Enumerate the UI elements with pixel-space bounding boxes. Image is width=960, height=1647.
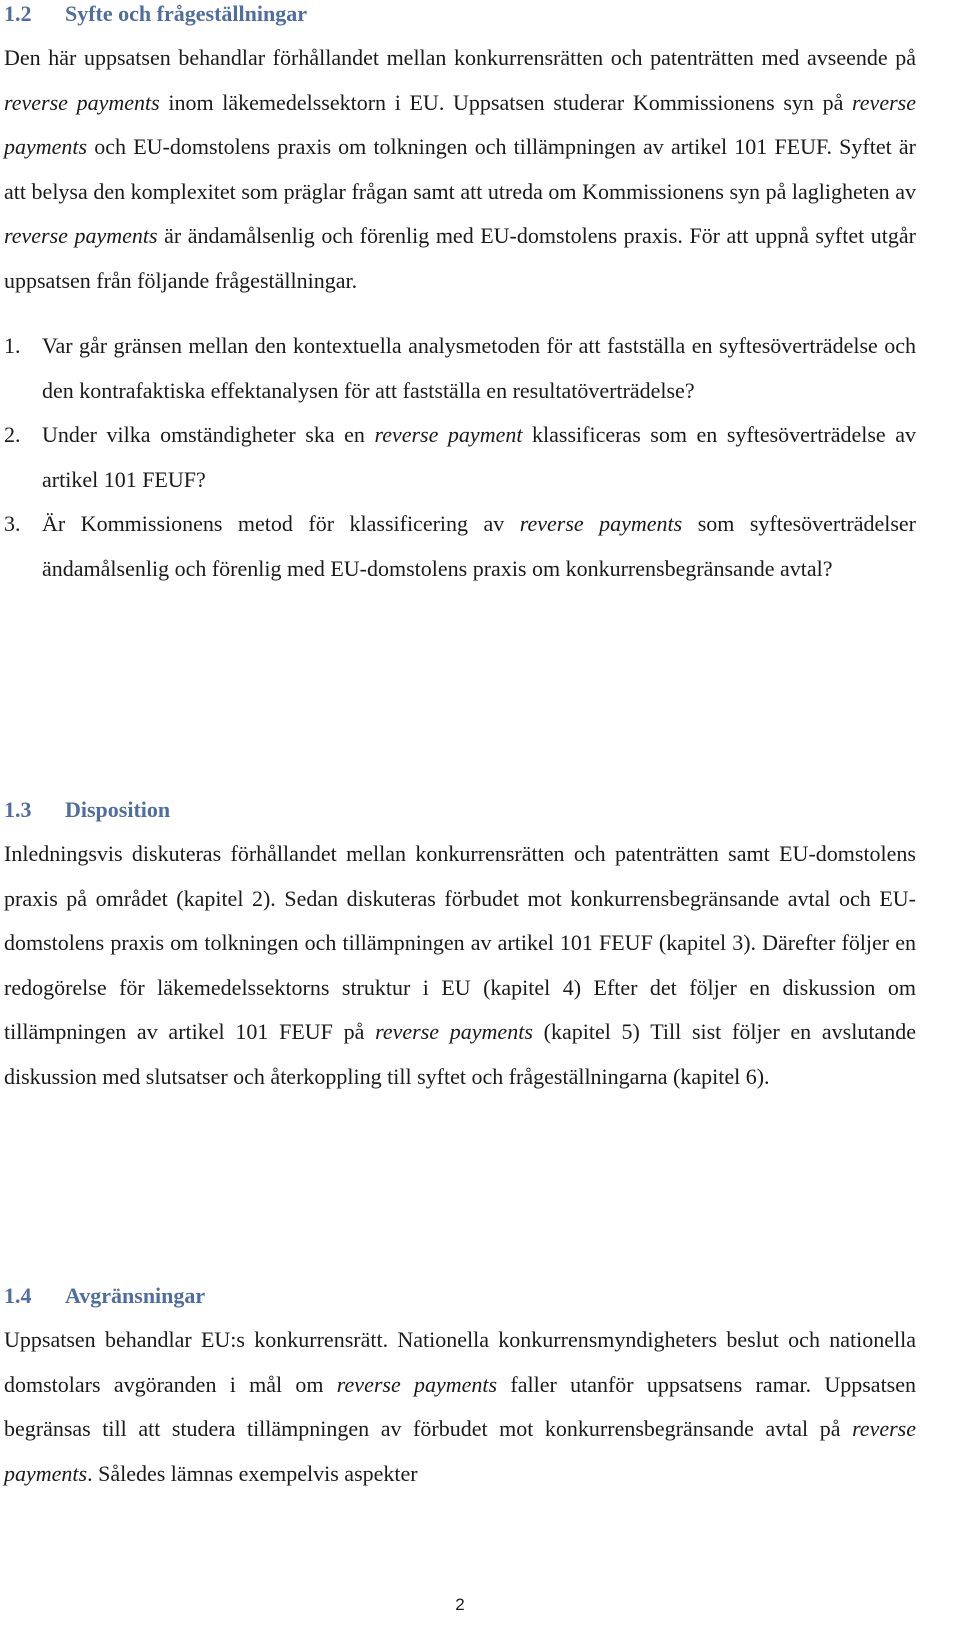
text-run: Under vilka omständigheter ska en: [42, 422, 375, 447]
page-number: 2: [455, 1595, 465, 1614]
italic-term: reverse payments: [4, 89, 916, 159]
text-run: Den här uppsatsen behandlar förhållandet mellan konkurrensrätten och patenträtten med avseende på: [4, 45, 916, 70]
section-heading: [4, 0, 916, 28]
question-item: [4, 324, 916, 413]
text-run: Inledningsvis diskuteras förhållandet mellan konkurrensrätten och patenträtten samt EU-domstolens praxis på området (kapitel 2). Sedan diskuteras förbudet mot konkurrensbegränsande avtal och EU-domstolens praxis om tolkningen och tillämpningen av artikel 101 FEUF (kapitel 3). Därefter följer en redogörelse för läkemedelssektorns struktur i EU (kapitel 4) Efter det följer en diskussion om tillämpningen av artikel 101 FEUF på: [4, 841, 916, 1044]
text-run: är ändamålsenlig och förenlig med EU-domstolens praxis. För att uppnå syftet utgår uppsatsen från följande frågeställningar.: [4, 223, 916, 293]
text-run: Uppsatsen behandlar EU:s konkurrensrätt. Nationella konkurrensmyndigheters beslut och nationella domstolars avgöranden i mål om: [4, 1327, 916, 1397]
section-avgransningar: [4, 1282, 916, 1496]
section-paragraph: [4, 832, 916, 1099]
italic-term: reverse payments: [4, 89, 160, 115]
question-number: 1.: [4, 333, 21, 358]
section-number: 1.4: [4, 1283, 32, 1308]
section-title: Disposition: [65, 797, 171, 822]
text-run: och EU-domstolens praxis om tolkningen och tillämpningen av artikel 101 FEUF. Syftet är att belysa den komplexitet som präglar frågan samt att utreda om Kommissionens syn på lagligheten av: [4, 134, 916, 204]
text-run: som syftesöverträdelser ändamålsenlig och förenlig med EU-domstolens praxis om konkurrensbegränsande avtal?: [42, 511, 916, 581]
research-questions: [4, 324, 916, 591]
question-number: 2.: [4, 422, 21, 447]
text-run: klassificeras som en syftesöverträdelse av artikel 101 FEUF?: [42, 422, 916, 492]
section-disposition: [4, 796, 916, 1099]
text-run: . Således lämnas exempelvis aspekter: [87, 1460, 418, 1486]
section-number: 1.3: [4, 797, 32, 822]
italic-term: reverse payments: [519, 511, 683, 536]
question-text: [42, 422, 916, 492]
italic-term: reverse payments: [375, 1019, 533, 1044]
text-run: inom läkemedelssektorn i EU. Uppsatsen studerar Kommissionens syn på: [159, 89, 853, 115]
text-run: Var går gränsen mellan den kontextuella analysmetoden för att fastställa en syftesöverträdelse och den kontrafaktiska effektanalysen för att fastställa en resultatöverträdelse?: [42, 333, 916, 403]
section-title: Syfte och frågeställningar: [65, 1, 307, 26]
italic-term: reverse payments: [336, 1371, 498, 1397]
section-heading: [4, 1282, 916, 1310]
question-item: [4, 413, 916, 502]
section-paragraph: [4, 1318, 916, 1496]
section-heading: [4, 796, 916, 824]
section-syfte: [4, 0, 916, 591]
italic-term: reverse payments: [4, 1416, 916, 1486]
italic-term: reverse payments: [4, 223, 158, 248]
section-paragraph: [4, 36, 916, 303]
text-run: (kapitel 5) Till sist följer en avslutande diskussion med slutsatser och återkoppling till syftet och frågeställningarna (kapitel 6).: [4, 1019, 916, 1089]
section-title: Avgränsningar: [65, 1283, 206, 1308]
text-run: faller utanför uppsatsens ramar. Uppsatsen begränsas till att studera tillämpningen av förbudet mot konkurrensbegränsande avtal på: [4, 1371, 917, 1441]
text-run: Är Kommissionens metod för klassificering av: [42, 511, 520, 536]
italic-term: reverse payment: [374, 422, 523, 447]
section-number: 1.2: [4, 1, 32, 26]
question-text: [42, 333, 916, 403]
question-number: 3.: [4, 511, 21, 536]
question-item: [4, 502, 916, 591]
question-text: [42, 511, 916, 581]
